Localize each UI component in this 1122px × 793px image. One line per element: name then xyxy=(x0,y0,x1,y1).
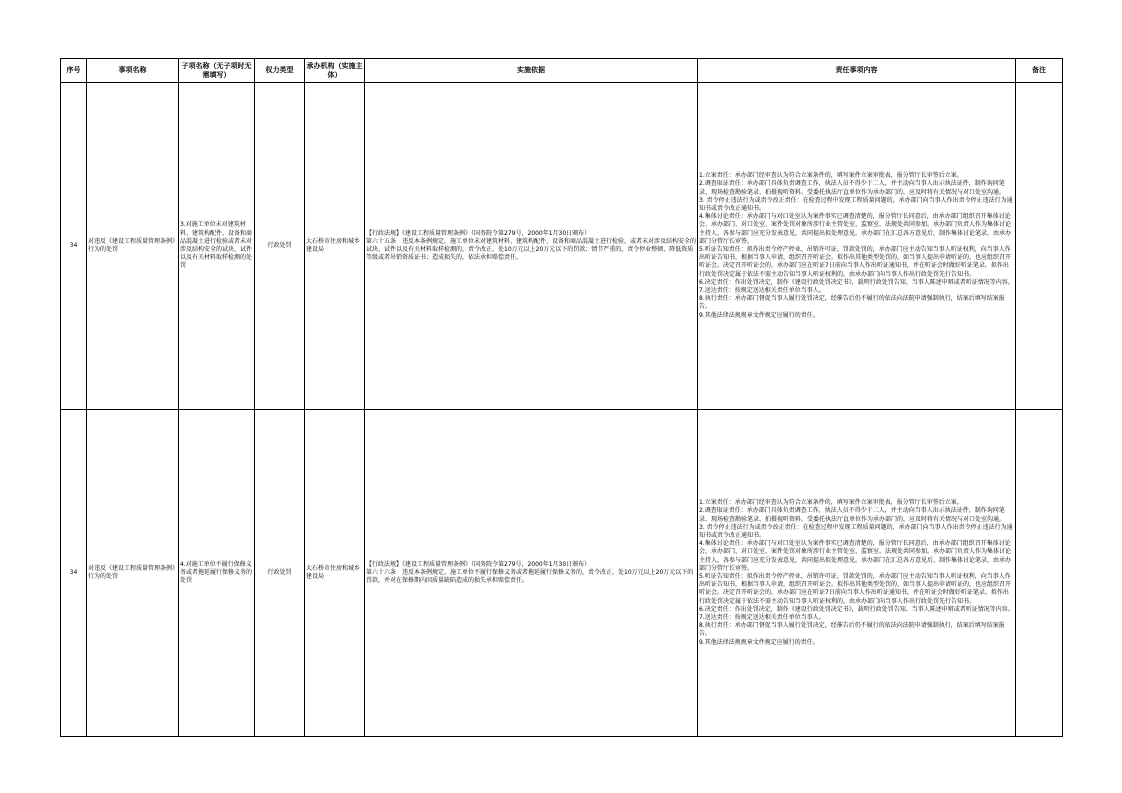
cell-sub-item-name: 3.对施工单位未对建筑材料、建筑构配件、设备和商品混凝土进行检验或者未对涉及结构安全的试块、试件以及有关材料取样检测的处罚 xyxy=(179,83,255,410)
cell-agency: 大石桥市住房和城乡建设局 xyxy=(305,410,365,737)
header-basis: 实施依据 xyxy=(365,59,698,83)
duty-item: 1.立案责任：承办部门经审查认为符合立案条件的，填写案件立案审批表，报分管厅长审签后立案。 xyxy=(699,499,963,507)
duty-item: 6.决定责任：作出处罚决定，制作《建设行政处罚决定书》，载明行政处罚告知、当事人陈述申辩或者听证情况等内容。 xyxy=(699,278,1014,286)
cell-duties xyxy=(698,410,1016,737)
cell-no: 34 xyxy=(61,83,87,410)
cell-item-name: 对违反《建设工程质量管理条例》行为的处罚 xyxy=(87,83,179,410)
header-agency: 承办机构（实施主体） xyxy=(305,59,365,83)
duty-item: 8.执行责任：承办部门督促当事人履行处罚决定，经催告后仍不履行的依法向法院申请强制执行，结案后填写结案报告。 xyxy=(699,295,1005,311)
duty-item: 3. 责令停止违法行为或责令改正责任：在检查过程中发现工程质量问题的，承办部门向当事人作出责令停止违法行为通知书或责令改正通知书。 xyxy=(699,196,1013,212)
cell-power-type: 行政处罚 xyxy=(255,83,305,410)
duty-item: 3. 责令停止违法行为或责令改正责任：在检查过程中发现工程质量问题的，承办部门向当事人作出责令停止违法行为通知书或责令改正通知书。 xyxy=(699,523,1013,539)
cell-item-name: 对违反《建设工程质量管理条例》行为的处罚 xyxy=(87,410,179,737)
basis-text: 第六十六条 违反本条例规定，施工单位不履行保修义务或者拖延履行保修义务的，责令改正，处10万元以上20万元以下的罚款，并对在保修期内因质量缺陷造成的损失承担赔偿责任。 xyxy=(366,568,694,585)
duty-item: 4.集体讨论责任：承办部门与对口处室认为案件事实已调查清楚的，报分管厅长同意后，由承办部门组织召开集体讨论会，承办部门、对口处室、案件处罚对象所涉行业主管处室、监察室、法规处共同参加。承办部门负责人作为集体讨论主持人，各参与部门应充分发表意见，共同提出拟处理意见。承办部门在汇总各方意见后，制作集体讨论笔录，由承办部门分管厅长审签。 xyxy=(699,213,1012,245)
duty-item: 4.集体讨论责任：承办部门与对口处室认为案件事实已调查清楚的，报分管厅长同意后，由承办部门组织召开集体讨论会，承办部门、对口处室、案件处罚对象所涉行业主管处室、监察室、法规处共同参加。承办部门负责人作为集体讨论主持人，各参与部门应充分发表意见，共同提出拟处理意见。承办部门在汇总各方意见后，制作集体讨论笔录，由承办部门分管厅长审签。 xyxy=(699,540,1012,572)
header-no: 序号 xyxy=(61,59,87,83)
duty-item: 5.听证告知责任：拟作出责令停产停业、吊销许可证、罚款处罚的，承办部门应主动告知当事人听证权利，向当事人作出听证告知书，根据当事人申请，组织召开听证会。拟作出其他类型处罚的，如当事人提出申请听证的，也应组织召开听证会。决定召开听证会的，承办部门应在听证7日前向当事人作出听证通知书，并在听证会时做好听证笔录。拟作出行政处罚决定属于依法不需主动告知当事人听证权利的，由承办部门向当事人作出行政处罚先行告知书。 xyxy=(699,573,1012,605)
cell-basis xyxy=(365,410,698,737)
header-sub-item-name: 子项名称（无子项时无需填写） xyxy=(179,59,255,83)
header-duties: 责任事项内容 xyxy=(698,59,1016,83)
duty-item: 7.送达责任：按规定送达相关责任单位当事人。 xyxy=(699,614,825,622)
table-row xyxy=(61,410,1063,737)
cell-duties xyxy=(698,83,1016,410)
header-item-name: 事项名称 xyxy=(87,59,179,83)
basis-title: 【行政法规】《建设工程质量管理条例》（国务院令第279号，2000年1月30日颁布） xyxy=(366,560,591,568)
duty-item: 7.送达责任：按规定送达相关责任单位当事人。 xyxy=(699,287,825,295)
duty-item: 9.其他法律法规规章文件规定应履行的责任。 xyxy=(699,638,819,646)
responsibility-table xyxy=(60,58,1063,737)
basis-text: 第六十五条 违反本条例规定，施工单位未对建筑材料、建筑构配件、设备和商品混凝土进行检验，或者未对涉及结构安全的试块、试件以及有关材料取样检测的，责令改正，处10万元以上20万元以下的罚款；情节严重的，责令停业整顿，降低资质等级或者吊销资质证书；造成损失的，依法承担赔偿责任。 xyxy=(366,237,697,262)
duty-item: 6.决定责任：作出处罚决定，制作《建设行政处罚决定书》，载明行政处罚告知、当事人陈述申辩或者听证情况等内容。 xyxy=(699,605,1014,613)
cell-remark xyxy=(1016,410,1063,737)
cell-remark xyxy=(1016,83,1063,410)
cell-sub-item-name: 4.对施工单位不履行保修义务或者拖延履行保修义务的处罚 xyxy=(179,410,255,737)
header-row xyxy=(61,59,1063,83)
duty-item: 8.执行责任：承办部门督促当事人履行处罚决定，经催告后仍不履行的依法向法院申请强制执行，结案后填写结案报告。 xyxy=(699,622,1005,638)
cell-basis xyxy=(365,83,698,410)
cell-agency: 大石桥市住房和城乡建设局 xyxy=(305,83,365,410)
header-remark: 备注 xyxy=(1016,59,1063,83)
duty-item: 2.调查取证责任：承办部门具体负责调查工作，执法人员不得少于二人，并主动向当事人出示执法证件，制作询问笔录、现场检查勘验笔录、拍摄视听资料。受委托执法厅直单位作为承办部门的，应及时将有关情况与对口处室沟通。 xyxy=(699,507,1006,523)
cell-no: 34 xyxy=(61,410,87,737)
duty-item: 2.调查取证责任：承办部门具体负责调查工作，执法人员不得少于二人，并主动向当事人出示执法证件，制作询问笔录、现场检查勘验笔录、拍摄视听资料。受委托执法厅直单位作为承办部门的，应及时将有关情况与对口处室沟通。 xyxy=(699,180,1006,196)
duty-item: 1.立案责任：承办部门经审查认为符合立案条件的，填写案件立案审批表，报分管厅长审签后立案。 xyxy=(699,172,963,180)
duty-item: 5.听证告知责任：拟作出责令停产停业、吊销许可证、罚款处罚的，承办部门应主动告知当事人听证权利，向当事人作出听证告知书，根据当事人申请，组织召开听证会。拟作出其他类型处罚的，如当事人提出申请听证的，也应组织召开听证会。决定召开听证会的，承办部门应在听证7日前向当事人作出听证通知书，并在听证会时做好听证笔录。拟作出行政处罚决定属于依法不需主动告知当事人听证权利的，由承办部门向当事人作出行政处罚先行告知书。 xyxy=(699,246,1012,278)
duty-item: 9.其他法律法规规章文件规定应履行的责任。 xyxy=(699,311,819,319)
header-power-type: 权力类型 xyxy=(255,59,305,83)
basis-title: 【行政法规】《建设工程质量管理条例》（国务院令第279号，2000年1月30日颁布） xyxy=(366,229,591,237)
cell-power-type: 行政处罚 xyxy=(255,410,305,737)
table-row xyxy=(61,83,1063,410)
